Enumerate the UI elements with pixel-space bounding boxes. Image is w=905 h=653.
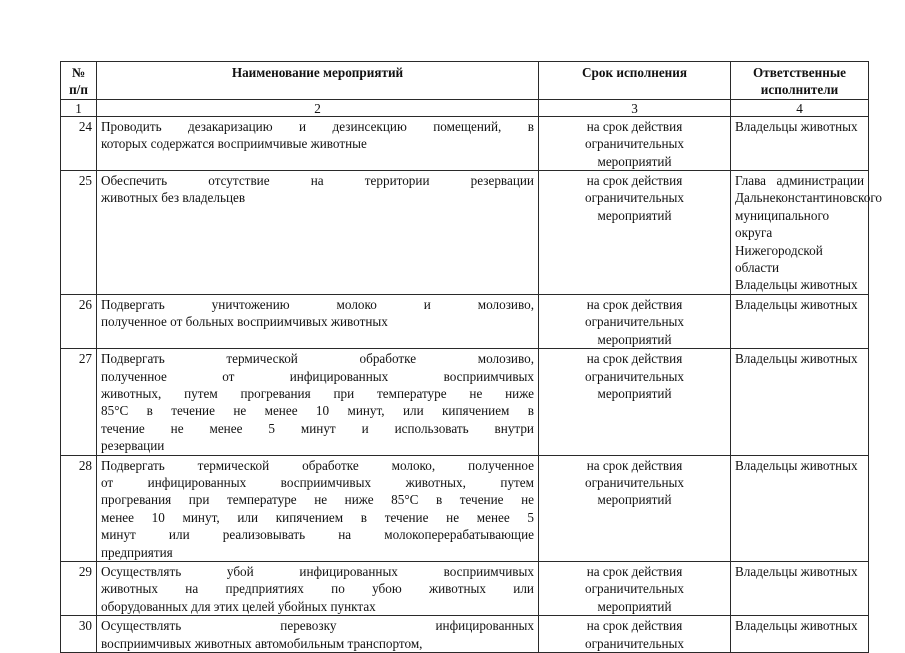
row-number: 26 — [61, 294, 97, 348]
table-row — [61, 349, 869, 455]
measure-name-line: животных без владельцев — [101, 190, 246, 206]
measure-name-line: Проводить дезакаризацию и дезинсекцию помещений, в — [101, 118, 534, 134]
responsible-line: муниципального округа — [735, 207, 830, 241]
measure-name-line: менее 10 минут, или кипячением в течение не менее 5 — [101, 509, 534, 525]
measure-name-line: предприятия — [101, 544, 173, 560]
measure-name-line: животных на предприятиях по убою животных или — [101, 581, 534, 597]
column-index: 3 — [539, 99, 731, 116]
deadline-line: ограничительных — [585, 190, 684, 206]
deadline-line: ограничительных — [585, 581, 684, 597]
table-row — [61, 616, 869, 653]
table-row — [61, 171, 869, 295]
table-header-row — [61, 62, 869, 100]
measure-name — [97, 616, 539, 653]
header-responsible-line2: исполнители — [760, 82, 839, 98]
measure-name-line: полученное от больных восприимчивых животных — [101, 314, 388, 330]
responsible-line: Нижегородской области — [735, 242, 823, 276]
header-number-line2: п/п — [69, 82, 88, 98]
row-number: 30 — [61, 616, 97, 653]
measure-name — [97, 116, 539, 170]
deadline-line: ограничительных — [585, 474, 684, 490]
deadline-line: мероприятий — [597, 331, 672, 347]
table-row — [61, 561, 869, 615]
deadline-line: на срок действия — [586, 173, 683, 189]
responsible-line: Владельцы животных — [735, 563, 858, 579]
measure-name-line: от инфицированных восприимчивых животных, путем — [101, 474, 534, 490]
measure-name — [97, 561, 539, 615]
deadline-line: на срок действия — [586, 563, 683, 579]
deadline-line: на срок действия — [586, 351, 683, 367]
header-number — [61, 62, 97, 100]
responsible — [731, 349, 869, 455]
deadline-line: мероприятий — [597, 153, 672, 169]
measure-name-line: 85°С в течение не менее 10 минут, или кипячением в — [101, 403, 534, 419]
measure-name-line: течение не менее 5 минут и использовать внутри — [101, 420, 534, 436]
deadline-line: ограничительных — [585, 314, 684, 330]
column-index: 1 — [61, 99, 97, 116]
measure-name-line: минут или реализовывать на молокоперерабатывающие — [101, 527, 534, 543]
table-row — [61, 294, 869, 348]
row-number: 27 — [61, 349, 97, 455]
responsible-line: Владельцы животных — [735, 618, 858, 634]
responsible-line: Глава администрации — [735, 173, 864, 189]
measure-name-line: Подвергать термической обработке молоко, полученное — [101, 457, 534, 473]
row-number: 24 — [61, 116, 97, 170]
deadline-line: на срок действия — [586, 296, 683, 312]
deadline-line: на срок действия — [586, 118, 683, 134]
measure-name-line: прогревания при температуре не ниже 85°С в течение не — [101, 492, 534, 508]
deadline — [539, 561, 731, 615]
responsible — [731, 171, 883, 295]
measure-name — [97, 455, 539, 561]
measure-name-line: Подвергать термической обработке молозиво, — [101, 351, 534, 367]
deadline-line: ограничительных — [585, 368, 684, 384]
responsible — [731, 116, 869, 170]
measure-name — [97, 349, 539, 455]
header-name: Наименование мероприятий — [97, 62, 539, 100]
measure-name-line: резервации — [101, 438, 165, 454]
measure-name — [97, 171, 539, 295]
responsible — [731, 294, 869, 348]
deadline — [539, 116, 731, 170]
deadline-line: мероприятий — [597, 598, 672, 614]
measure-name-line: Осуществлять убой инфицированных восприимчивых — [101, 563, 534, 579]
table-row — [61, 455, 869, 561]
measure-name — [97, 294, 539, 348]
deadline — [539, 349, 731, 455]
measure-name-line: оборудованных для этих целей убойных пунктах — [101, 598, 376, 614]
deadline-line: мероприятий — [597, 492, 672, 508]
row-number: 28 — [61, 455, 97, 561]
measure-name-line: Осуществлять перевозку инфицированных — [101, 618, 534, 634]
responsible — [731, 561, 869, 615]
measures-table — [60, 61, 883, 653]
header-responsible-line1: Ответственные — [752, 65, 846, 80]
deadline-line: ограничительных — [585, 635, 684, 651]
header-term: Срок исполнения — [539, 62, 731, 100]
responsible-line: Владельцы животных — [735, 457, 858, 473]
measure-name-line: животных, путем прогревания при температуре не ниже — [101, 385, 534, 401]
table-body — [61, 116, 883, 652]
deadline — [539, 171, 731, 295]
header-number-line1: № — [71, 65, 86, 80]
column-index-row — [61, 99, 869, 116]
table-row — [61, 116, 869, 170]
deadline-line: ограничительных — [585, 136, 684, 152]
measure-name-line: Обеспечить отсутствие на территории резервации — [101, 173, 534, 189]
responsible-line: Владельцы животных — [735, 296, 858, 312]
deadline-line: мероприятий — [597, 385, 672, 401]
row-number: 25 — [61, 171, 97, 295]
column-index: 4 — [731, 99, 869, 116]
measure-name-line: Подвергать уничтожению молоко и молозиво, — [101, 296, 534, 312]
deadline-line: мероприятий — [597, 207, 672, 223]
measure-name-line: полученное от инфицированных восприимчивых — [101, 368, 534, 384]
deadline — [539, 294, 731, 348]
responsible-line: Владельцы животных — [735, 118, 858, 134]
measure-name-line: восприимчивых животных автомобильным транспортом, — [101, 635, 423, 651]
responsible — [731, 455, 869, 561]
deadline-line: на срок действия — [586, 457, 683, 473]
responsible-line: Владельцы животных — [735, 277, 858, 293]
deadline — [539, 455, 731, 561]
deadline — [539, 616, 731, 653]
responsible-line: Владельцы животных — [735, 351, 858, 367]
header-responsible — [731, 62, 869, 100]
responsible-line: Дальнеконстантиновского — [735, 190, 883, 206]
deadline-line: на срок действия — [586, 618, 683, 634]
column-index: 2 — [97, 99, 539, 116]
row-number: 29 — [61, 561, 97, 615]
responsible — [731, 616, 869, 653]
measure-name-line: которых содержатся восприимчивые животные — [101, 136, 367, 152]
